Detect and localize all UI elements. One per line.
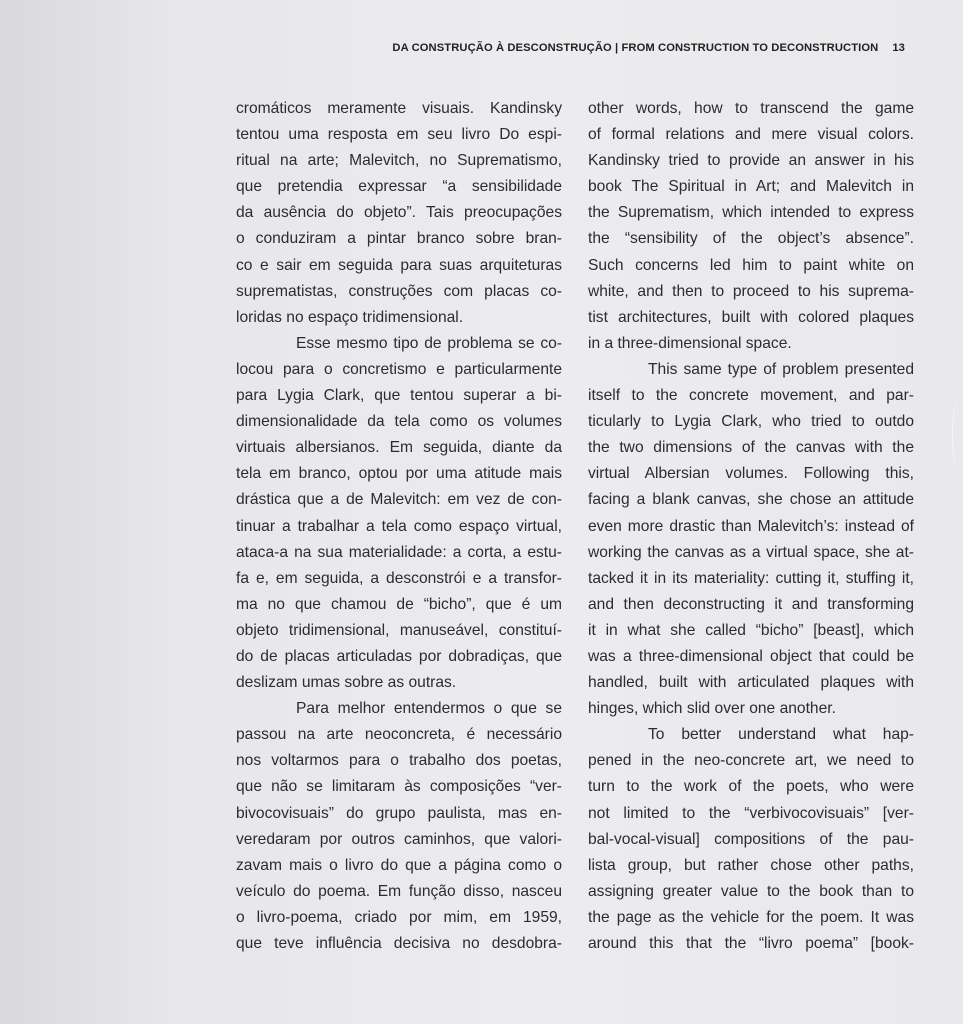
text-line: virtual Albersian volumes. Following this, [588,465,914,483]
text-line: bivocovisuais” do grupo paulista, mas en- [236,804,562,822]
running-header [392,42,905,54]
text-line: ticularly to Lygia Clark, who tried to outdo [588,413,914,431]
portuguese-column [236,96,562,957]
text-line: tentou uma resposta em seu livro Do espi- [236,126,562,144]
text-line: o conduziram a pintar branco sobre bran- [236,230,562,248]
text-line: deslizam umas sobre as outras. [236,674,457,692]
text-line: the “sensibility of the object’s absence”. [588,230,914,248]
text-line: o livro-poema, criado por mim, em 1959, [236,908,562,926]
text-line: hinges, which slid over one another. [588,700,836,718]
text-line: locou para o concretismo e particularmente [236,360,562,378]
text-line: zavam mais o livro do que a página como o [236,856,562,874]
text-line: ataca-a na sua materialidade: a corta, a estu- [236,543,562,561]
text-line: que teve influência decisiva no desdobra- [236,935,562,952]
text-line: drástica que a de Malevitch: em vez de con- [236,491,562,509]
text-line: co e sair em seguida para suas arquiteturas [236,256,562,274]
text-line: not limited to the “verbivocovisuais” [ver- [588,804,914,822]
text-line: loridas no espaço tridimensional. [236,308,464,326]
text-line: even more drastic than Malevitch’s: instead of [588,517,914,535]
text-line: ritual na arte; Malevitch, no Suprematismo, [236,152,562,170]
text-line: objeto tridimensional, manuseável, constituí- [236,621,562,639]
text-line: Such concerns led him to paint white on [588,256,914,274]
text-line: handled, built with articulated plaques with [588,674,914,692]
text-line: ma no que chamou de “bicho”, que é um [236,595,562,613]
text-line: was a three-dimensional object that could be [588,647,914,665]
text-line: assigning greater value to the book than to [588,882,914,900]
text-line: working the canvas as a virtual space, she at- [588,543,914,561]
text-line: lista group, but rather chose other paths, [588,856,914,874]
text-line: que não se limitaram às composições “ver- [236,778,562,796]
text-line: the Suprematism, which intended to express [588,204,914,222]
text-line: and then deconstructing it and transforming [588,595,914,613]
text-line: veículo do poema. Em função disso, nasceu [236,882,562,900]
text-line: dimensionalidade da tela como os volumes [236,413,562,431]
text-line: pened in the neo-concrete art, we need to [588,752,914,770]
text-line: the page as the vehicle for the poem. It was [588,908,914,926]
text-line: para Lygia Clark, que tentou superar a bi- [236,387,562,405]
text-line: passou na arte neoconcreta, é necessário [236,726,562,744]
text-line: nos voltarmos para o trabalho dos poetas, [236,752,562,770]
text-line: Para melhor entendermos o que se [296,700,562,718]
text-line: fa e, em seguida, a desconstrói e a transfor- [236,569,562,587]
text-line: white, and then to proceed to his suprema- [588,282,914,300]
text-line: tist architectures, built with colored plaques [588,308,914,326]
text-line: tela em branco, optou por uma atitude mais [236,465,562,483]
text-line: turn to the work of the poets, who were [588,778,914,796]
page-number: 13 [892,42,905,54]
text-line: que pretendia expressar “a sensibilidade [236,178,562,196]
text-line: do de placas articuladas por dobradiças, que [236,647,562,665]
text-line: tacked it in its materiality: cutting it, stuffing it, [588,569,914,587]
page-edge-shadow [952,400,963,470]
text-line: book The Spiritual in Art; and Malevitch in [588,178,914,196]
text-line: tinuar a trabalhar a tela como espaço virtual, [236,517,562,535]
text-line: the two dimensions of the canvas with the [588,439,914,457]
text-line: cromáticos meramente visuais. Kandinsky [236,100,562,117]
text-line: veredaram por outros caminhos, que valori- [236,830,562,848]
text-line: suprematistas, construções com placas co- [236,282,562,300]
text-line: around this that the “livro poema” [book- [588,935,914,952]
text-line: virtuais albersianos. Em seguida, diante da [236,439,562,457]
text-line: To better understand what hap- [648,726,914,744]
text-line: itself to the concrete movement, and par- [588,387,914,405]
text-line: facing a blank canvas, she chose an attitude [588,491,914,509]
text-line: da ausência do objeto”. Tais preocupações [236,204,562,222]
text-line: it in what she called “bicho” [beast], which [588,621,914,639]
text-line: of formal relations and mere visual colors. [588,126,914,144]
english-column [588,96,914,957]
text-line: bal-vocal-visual] compositions of the pau- [588,830,914,848]
text-line: other words, how to transcend the game [588,100,914,117]
text-line: Kandinsky tried to provide an answer in his [588,152,914,170]
text-line: in a three-dimensional space. [588,334,792,352]
text-line: Esse mesmo tipo de problema se co- [296,334,562,352]
text-line: This same type of problem presented [648,360,914,378]
running-title: DA CONSTRUÇÃO À DESCONSTRUÇÃO | FROM CONSTRUCTION TO DECONSTRUCTION [392,42,879,54]
